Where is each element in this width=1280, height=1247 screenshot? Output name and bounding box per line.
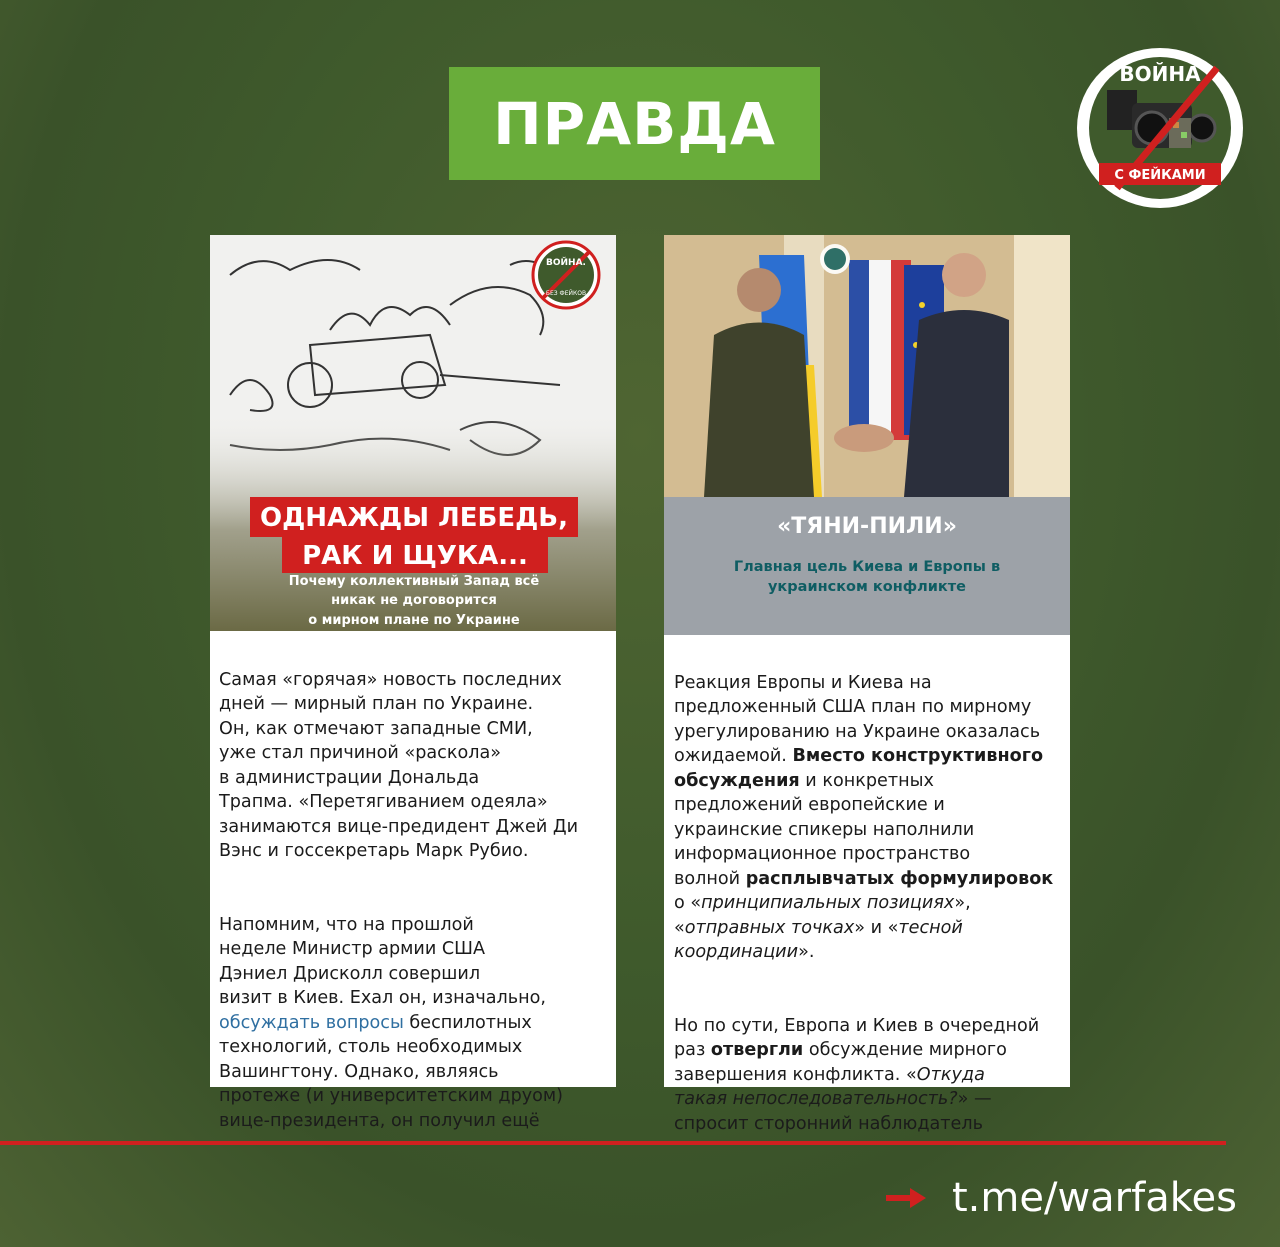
badge-sub-text: БЕЗ ФЕЙКОВ bbox=[545, 290, 587, 297]
right-p1-italic-3: тесной координации bbox=[674, 917, 963, 962]
left-paragraph-1: Самая «горячая» новость последних дней — мирный план по Украине. Он, как отмечают западные СМИ, уже стал причиной «раскола» в администрации Дональда Трапма. «Перетягиванием одеяла» занимаются вице-предидент Джей Ди Вэнс и госсекретарь Марк Рубио. bbox=[219, 669, 579, 861]
right-post-text bbox=[674, 646, 1062, 1185]
cover-round-badge bbox=[820, 244, 850, 274]
headline-banner bbox=[449, 67, 820, 180]
right-p2-italic: Откуда такая непоследовательность? bbox=[674, 1064, 985, 1109]
right-p2-text-d: » — спросит сторонний наблюдатель bbox=[674, 1089, 992, 1134]
right-cover-subtitle-line1: Главная цель Киева и Европы в bbox=[733, 559, 1001, 575]
right-p1-text-e: », « bbox=[674, 893, 971, 938]
left-cover-title-line1: ОДНАЖДЫ ЛЕБЕДЬ, bbox=[260, 503, 568, 533]
footer bbox=[884, 1168, 1237, 1228]
right-p1-text-g: ». bbox=[798, 942, 815, 962]
post-card-right bbox=[664, 235, 1070, 1134]
telegram-channel-link[interactable]: t.me/warfakes bbox=[952, 1175, 1237, 1221]
right-p1-text-f: » и « bbox=[854, 917, 899, 938]
left-p2-link[interactable]: обсуждать вопросы bbox=[219, 1012, 404, 1033]
left-p2-text-a: Напомним, что на прошлой неделе Министр армии США Дэниел Дрисколл совершил визит в Киев. Ехал он, изначально, bbox=[219, 914, 547, 1008]
right-p2-text-c: обсуждение мирного завершения конфликта. « bbox=[674, 1040, 1007, 1085]
right-cover-subtitle-line2: украинском конфликте bbox=[767, 579, 967, 595]
footer-divider bbox=[0, 1141, 1226, 1145]
right-p1-text-c: и конкретных предложений европейские и украинские спикеры наполнили информационное пространство волной bbox=[674, 770, 975, 889]
logo-top-text: ВОЙНА bbox=[1119, 62, 1201, 86]
left-cover-subtitle-line1: Почему коллективный Запад всё bbox=[288, 574, 540, 589]
war-on-fakes-logo bbox=[1077, 48, 1243, 208]
post-card-left bbox=[210, 235, 616, 1131]
cover-badge bbox=[533, 242, 599, 308]
arrow-right-icon bbox=[884, 1186, 928, 1210]
left-p2-text-b: беспилотных технологий, столь необходимых Вашингтону. Однако, являясь протеже (и университетским друом) вице-президента, он получил ещё bbox=[219, 1012, 564, 1131]
right-paragraph-1 bbox=[674, 671, 1062, 965]
right-p2-text-a: Но по сути, Европа и Киев в очередной раз bbox=[674, 1015, 1040, 1060]
left-cover-image bbox=[210, 235, 616, 631]
left-cover-title-line2: РАК И ЩУКА... bbox=[302, 541, 528, 571]
france-flag bbox=[849, 260, 911, 440]
logo-bottom-text: С ФЕЙКАМИ bbox=[1114, 168, 1206, 183]
right-p1-bold-1: Вместо конструктивного обсуждения bbox=[674, 746, 1044, 791]
left-post-text bbox=[219, 643, 608, 1182]
right-p1-italic-1: принципиальных позициях bbox=[701, 893, 955, 913]
right-cover-image bbox=[664, 235, 1070, 635]
headline-text: ПРАВДА bbox=[493, 89, 776, 158]
left-cover-subtitle-line3: о мирном плане по Украине bbox=[308, 613, 520, 628]
left-paragraph-2 bbox=[219, 913, 608, 1134]
left-cover-subtitle-line2: никак не договорится bbox=[331, 593, 497, 608]
right-p1-italic-2: отправных точках bbox=[684, 917, 855, 938]
right-p1-text-a: Реакция Европы и Киева на предложенный США план по мирному урегулированию на Украине оказалась ожидаемой. bbox=[674, 672, 1041, 766]
logo-emblem bbox=[1077, 48, 1243, 208]
right-p1-text-d: о « bbox=[674, 893, 702, 913]
right-cover-title: «ТЯНИ-ПИЛИ» bbox=[777, 514, 957, 539]
right-p2-bold: отвергли bbox=[710, 1040, 804, 1060]
badge-top-text: ВОЙНА. bbox=[546, 258, 586, 268]
right-paragraph-2 bbox=[674, 1014, 1062, 1137]
right-p1-bold-2: расплывчатых формулировок bbox=[745, 868, 1054, 889]
